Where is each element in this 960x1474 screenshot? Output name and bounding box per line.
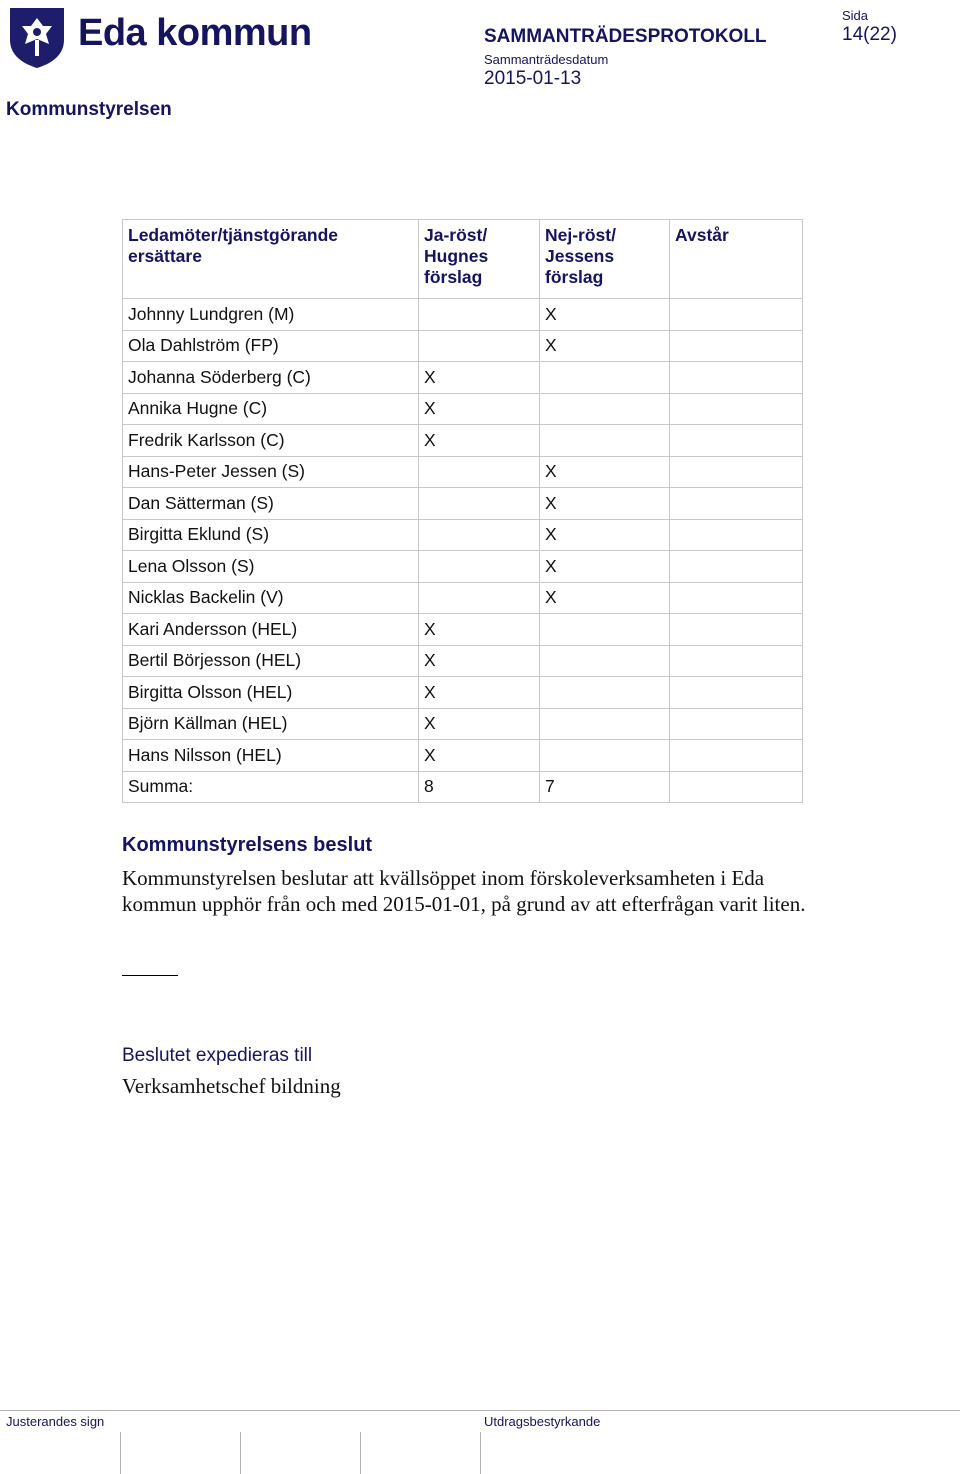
decision-text: Kommunstyrelsen beslutar att kvällsöppet inom förskoleverksamheten i Eda kommun upphör från och med 2015-01-01, på grund av att efterfrågan varit liten. xyxy=(122,866,806,916)
yes-vote-cell xyxy=(419,456,540,488)
vote-table-header xyxy=(123,220,803,299)
member-name-cell: Björn Källman (HEL) xyxy=(123,708,419,740)
member-name-cell: Hans-Peter Jessen (S) xyxy=(123,456,419,488)
member-name-cell: Kari Andersson (HEL) xyxy=(123,614,419,646)
footer-extract-label: Utdragsbestyrkande xyxy=(484,1414,601,1429)
committee-name: Kommunstyrelsen xyxy=(6,99,172,120)
abstain-vote-cell xyxy=(670,519,803,551)
abstain-vote-cell xyxy=(670,299,803,331)
abstain-vote-cell xyxy=(670,582,803,614)
vote-row xyxy=(123,740,803,772)
footer-divider xyxy=(0,1410,960,1411)
member-name-cell: Ola Dahlström (FP) xyxy=(123,330,419,362)
yes-vote-cell: X xyxy=(419,393,540,425)
vote-row xyxy=(123,330,803,362)
abstain-vote-cell xyxy=(670,708,803,740)
member-name-cell: Dan Sätterman (S) xyxy=(123,488,419,520)
yes-vote-cell: 8 xyxy=(419,771,540,803)
no-vote-cell: X xyxy=(540,456,670,488)
vote-table xyxy=(122,219,803,803)
yes-vote-cell: X xyxy=(419,362,540,394)
yes-vote-cell xyxy=(419,551,540,583)
decision-heading: Kommunstyrelsens beslut xyxy=(122,834,373,856)
footer-sign-label: Justerandes sign xyxy=(6,1414,105,1429)
member-name-cell: Johnny Lundgren (M) xyxy=(123,299,419,331)
yes-vote-cell xyxy=(419,330,540,362)
vote-row xyxy=(123,614,803,646)
vote-row xyxy=(123,645,803,677)
member-name-cell: Nicklas Backelin (V) xyxy=(123,582,419,614)
member-name-cell: Lena Olsson (S) xyxy=(123,551,419,583)
no-vote-cell xyxy=(540,362,670,394)
vote-row xyxy=(123,677,803,709)
abstain-vote-cell xyxy=(670,393,803,425)
yes-vote-cell xyxy=(419,299,540,331)
abstain-vote-cell xyxy=(670,551,803,583)
member-name-cell: Johanna Söderberg (C) xyxy=(123,362,419,394)
yes-vote-cell xyxy=(419,488,540,520)
vote-row xyxy=(123,582,803,614)
page-number: 14(22) xyxy=(842,24,897,45)
signature-box-divider xyxy=(360,1432,361,1474)
vote-row xyxy=(123,551,803,583)
vote-row xyxy=(123,708,803,740)
yes-vote-cell: X xyxy=(419,425,540,457)
member-name-cell: Birgitta Eklund (S) xyxy=(123,519,419,551)
abstain-vote-cell xyxy=(670,771,803,803)
yes-vote-cell: X xyxy=(419,740,540,772)
municipality-name: Eda kommun xyxy=(78,12,312,54)
abstain-vote-cell xyxy=(670,614,803,646)
signature-box-divider xyxy=(480,1432,481,1474)
vote-row xyxy=(123,425,803,457)
column-header-abstain: Avstår xyxy=(670,220,803,299)
no-vote-cell xyxy=(540,645,670,677)
yes-vote-cell: X xyxy=(419,677,540,709)
page-label: Sida xyxy=(842,8,869,23)
abstain-vote-cell xyxy=(670,645,803,677)
vote-table-body xyxy=(123,299,803,803)
no-vote-cell: X xyxy=(540,519,670,551)
member-name-cell: Birgitta Olsson (HEL) xyxy=(123,677,419,709)
vote-row xyxy=(123,362,803,394)
no-vote-cell xyxy=(540,614,670,646)
no-vote-cell: X xyxy=(540,551,670,583)
no-vote-cell: X xyxy=(540,488,670,520)
vote-row xyxy=(123,519,803,551)
member-name-cell: Bertil Börjesson (HEL) xyxy=(123,645,419,677)
no-vote-cell xyxy=(540,425,670,457)
member-name-cell: Summa: xyxy=(123,771,419,803)
meeting-date: 2015-01-13 xyxy=(484,68,582,89)
column-header-no: Nej-röst/ Jessens förslag xyxy=(540,220,670,299)
column-header-member: Ledamöter/tjänstgörande ersättare xyxy=(123,220,419,299)
vote-total-row xyxy=(123,771,803,803)
no-vote-cell xyxy=(540,740,670,772)
signature-box-divider xyxy=(240,1432,241,1474)
yes-vote-cell: X xyxy=(419,645,540,677)
vote-row xyxy=(123,456,803,488)
vote-row xyxy=(123,393,803,425)
abstain-vote-cell xyxy=(670,740,803,772)
vote-row xyxy=(123,299,803,331)
document-type: SAMMANTRÄDESPROTOKOLL xyxy=(484,26,767,47)
no-vote-cell: X xyxy=(540,299,670,331)
no-vote-cell xyxy=(540,393,670,425)
yes-vote-cell: X xyxy=(419,708,540,740)
no-vote-cell: 7 xyxy=(540,771,670,803)
abstain-vote-cell xyxy=(670,330,803,362)
signature-box-divider xyxy=(120,1432,121,1474)
member-name-cell: Annika Hugne (C) xyxy=(123,393,419,425)
member-name-cell: Hans Nilsson (HEL) xyxy=(123,740,419,772)
yes-vote-cell xyxy=(419,519,540,551)
yes-vote-cell: X xyxy=(419,614,540,646)
no-vote-cell: X xyxy=(540,582,670,614)
yes-vote-cell xyxy=(419,582,540,614)
column-header-yes: Ja-röst/ Hugnes förslag xyxy=(419,220,540,299)
no-vote-cell xyxy=(540,677,670,709)
abstain-vote-cell xyxy=(670,488,803,520)
member-name-cell: Fredrik Karlsson (C) xyxy=(123,425,419,457)
dispatch-recipient: Verksamhetschef bildning xyxy=(122,1074,341,1098)
abstain-vote-cell xyxy=(670,677,803,709)
no-vote-cell: X xyxy=(540,330,670,362)
abstain-vote-cell xyxy=(670,456,803,488)
dispatch-heading: Beslutet expedieras till xyxy=(122,1045,313,1066)
municipal-shield-icon xyxy=(6,4,68,70)
separator-line xyxy=(122,975,178,976)
abstain-vote-cell xyxy=(670,362,803,394)
no-vote-cell xyxy=(540,708,670,740)
meeting-date-label: Sammanträdesdatum xyxy=(484,52,609,67)
vote-row xyxy=(123,488,803,520)
abstain-vote-cell xyxy=(670,425,803,457)
